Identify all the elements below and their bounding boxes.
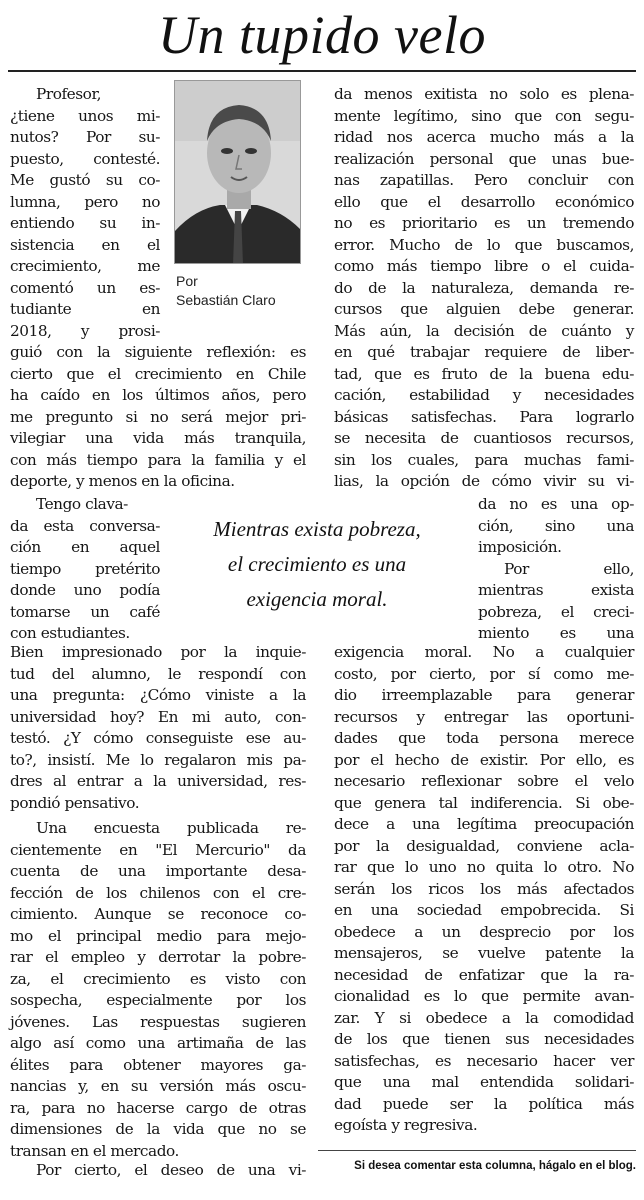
text-line: ra, para no hacerse cargo de otras bbox=[10, 1098, 306, 1117]
text-line: que una mal entendida solidari- bbox=[334, 1073, 634, 1091]
text-line: Por cierto, el deseo de una vi- bbox=[36, 1161, 306, 1179]
text-line: vilegiar una vida más tranquila, bbox=[10, 429, 306, 447]
text-line: da menos exitista no solo es plena- bbox=[334, 85, 634, 103]
text-line: exigencia moral. No a cualquier bbox=[334, 643, 634, 661]
footer-rule bbox=[318, 1150, 636, 1151]
text-line: cimiento. Aunque se reconoce co- bbox=[10, 905, 306, 923]
right-column-part-2 bbox=[334, 642, 634, 1137]
text-line: con más tiempo para la familia y el bbox=[10, 450, 306, 469]
article-title: Un tupido velo bbox=[158, 5, 486, 65]
text-line: dad puede ser la política más bbox=[334, 1094, 634, 1113]
text-line: sospecha, especialmente por los bbox=[10, 991, 306, 1009]
text-line: cientemente en "El Mercurio" da bbox=[10, 840, 306, 859]
text-line: cursos que alguien debe generar. bbox=[334, 300, 634, 318]
text-line: nutos? Por su- bbox=[10, 128, 160, 146]
text-line: deporte, y menos en la oficina. bbox=[10, 472, 235, 490]
text-line: costo, por cierto, por sí como me- bbox=[334, 664, 634, 683]
text-line: me pregunto si no será mejor pri- bbox=[10, 407, 306, 426]
text-line: fección de los chilenos con el cre- bbox=[10, 883, 306, 902]
text-line: da esta conversa- bbox=[10, 516, 160, 535]
text-line: Profesor, bbox=[36, 85, 102, 103]
blog-comment-note: Si desea comentar esta columna, hágalo en el blog. bbox=[354, 1160, 636, 1172]
text-line: ción en aquel bbox=[10, 538, 160, 556]
text-line: una pregunta: ¿Cómo viniste a la bbox=[10, 686, 306, 704]
text-line: nancias y, en su versión más oscu- bbox=[10, 1077, 306, 1095]
text-line: realización personal que unas bue- bbox=[334, 149, 634, 168]
text-line: error. Mucho de lo que buscamos, bbox=[334, 235, 634, 254]
text-line: tomarse un café bbox=[10, 602, 160, 621]
left-column-part-3 bbox=[10, 818, 306, 1162]
text-line: en qué trabajar requiere de liber- bbox=[334, 343, 634, 361]
text-line: lumna, pero no bbox=[10, 192, 160, 211]
text-line: tudiante en bbox=[10, 300, 160, 318]
text-line: recursos y entregar las oportuni- bbox=[334, 707, 634, 726]
author-portrait-image bbox=[175, 81, 301, 264]
text-line: egoísta y regresiva. bbox=[334, 1116, 478, 1134]
text-line: mo el principal medio para mejo- bbox=[10, 926, 306, 945]
text-line: dimensiones de la vida que no se bbox=[10, 1120, 306, 1138]
text-line: pobreza, el creci- bbox=[478, 602, 634, 621]
left-column-last-line bbox=[10, 1160, 306, 1182]
left-column-quote-side bbox=[10, 494, 160, 645]
text-line: ello que el desarrollo económico bbox=[334, 192, 634, 211]
text-line: ción, sino una bbox=[478, 516, 634, 535]
text-line: Bien impresionado por la inquie- bbox=[10, 643, 306, 661]
pull-quote-line: Mientras exista pobreza, bbox=[213, 517, 421, 541]
text-line: imposición. bbox=[478, 538, 562, 556]
byline-author: Sebastián Claro bbox=[176, 292, 276, 308]
text-line: nas zapatillas. Pero concluir con bbox=[334, 171, 634, 189]
text-line: comentó un es- bbox=[10, 278, 160, 297]
text-line: mente legítimo, sino que con segu- bbox=[334, 106, 634, 125]
text-line: rar el empleo y derrotar la pobre- bbox=[10, 948, 306, 966]
text-line: tud del alumno, le respondí con bbox=[10, 664, 306, 683]
text-line: puesto, contesté. bbox=[10, 149, 160, 168]
text-line: da no es una op- bbox=[478, 495, 634, 513]
text-line: transan en el mercado. bbox=[10, 1141, 179, 1160]
text-line: Más aún, la decisión de cuánto y bbox=[334, 321, 634, 340]
text-line: 2018, y prosi- bbox=[10, 321, 160, 340]
text-line: cuenta de una importante desa- bbox=[10, 862, 306, 880]
text-line: de los que tienen sus necesidades bbox=[334, 1030, 634, 1048]
text-line: algo así como una artimaña de las bbox=[10, 1034, 306, 1052]
text-line: dio irreemplazable para generar bbox=[334, 686, 634, 704]
text-line: crecimiento, me bbox=[10, 257, 160, 275]
text-line: jóvenes. Las respuestas sugieren bbox=[10, 1012, 306, 1031]
text-line: satisfechas, es necesario hacer ver bbox=[334, 1051, 634, 1070]
left-column-part-1 bbox=[10, 342, 306, 493]
text-line: sin los cuales, para muchas fami- bbox=[334, 450, 634, 469]
text-line: to?, insistí. Me lo regalaron mis pa- bbox=[10, 750, 306, 769]
text-line: tiempo pretérito bbox=[10, 559, 160, 578]
text-line: en una sociedad empobrecida. Si bbox=[334, 901, 634, 919]
right-column-part-1 bbox=[334, 84, 634, 493]
text-line: por el hecho de existir. Por ello, es bbox=[334, 750, 634, 769]
text-line: Tengo clava- bbox=[36, 495, 128, 513]
text-line: necesario reflexionar sobre el velo bbox=[334, 772, 634, 790]
text-line: do de la naturaleza, demanda re- bbox=[334, 278, 634, 297]
text-line: cionalidad es lo que permite avan- bbox=[334, 987, 634, 1005]
text-line: por la desigualdad, conviene acla- bbox=[334, 836, 634, 855]
byline-por: Por bbox=[176, 273, 198, 289]
text-line: dades que toda persona merece bbox=[334, 729, 634, 747]
text-line: dres al entrar a la universidad, res- bbox=[10, 772, 306, 790]
text-line: Una encuesta publicada re- bbox=[36, 819, 306, 837]
text-line: cierto que el crecimiento en Chile bbox=[10, 364, 306, 383]
text-line: zar. Y si obedece a la comodidad bbox=[334, 1008, 634, 1027]
text-line: cación, estabilidad y necesidades bbox=[334, 386, 634, 404]
pull-quote-line: exigencia moral. bbox=[246, 587, 388, 611]
text-line: guió con la siguiente reflexión: es bbox=[10, 343, 306, 361]
right-column-quote-side bbox=[478, 494, 634, 645]
left-column-narrow bbox=[10, 84, 160, 342]
text-line: tad, que es fruto de la buena edu- bbox=[334, 364, 634, 383]
text-line: entiendo su in- bbox=[10, 214, 160, 232]
pull-quote bbox=[172, 512, 462, 617]
text-line: como más tiempo libre o el cuida- bbox=[334, 257, 634, 275]
text-line: con estudiantes. bbox=[10, 624, 130, 642]
text-line: sistencia en el bbox=[10, 235, 160, 254]
text-line: obedece a un desprecio por los bbox=[334, 922, 634, 941]
text-line: Por ello, bbox=[504, 559, 634, 578]
text-line: que genera tal indiferencia. Si obe- bbox=[334, 793, 634, 812]
text-line: ridad nos acerca mucho más a la bbox=[334, 128, 634, 146]
text-line: donde uno podía bbox=[10, 581, 160, 599]
pull-quote-line: el crecimiento es una bbox=[227, 552, 407, 576]
title-rule bbox=[8, 70, 636, 72]
text-line: miento es una bbox=[478, 624, 634, 642]
text-line: dece a una legítima preocupación bbox=[334, 815, 634, 833]
author-photo bbox=[174, 80, 301, 264]
text-line: rar que lo uno no quita lo otro. No bbox=[334, 858, 634, 876]
author-photo-box bbox=[170, 80, 301, 316]
text-line: necesidad de enfatizar que la ra- bbox=[334, 965, 634, 984]
text-line: testó. ¿Y cómo conseguiste ese au- bbox=[10, 729, 306, 747]
left-column-part-2 bbox=[10, 642, 306, 814]
text-line: serán los ricos los más afectados bbox=[334, 879, 634, 898]
text-line: mientras exista bbox=[478, 581, 634, 599]
text-line: élites para obtener mayores ga- bbox=[10, 1055, 306, 1074]
text-line: lias, la opción de cómo vivir su vi- bbox=[334, 472, 634, 490]
text-line: se necesita de cuantiosos recursos, bbox=[334, 429, 634, 447]
text-line: ¿tiene unos mi- bbox=[10, 106, 160, 125]
text-line: no es prioritario es un tremendo bbox=[334, 214, 634, 232]
byline bbox=[176, 272, 301, 310]
text-line: ha caído en los últimos años, pero bbox=[10, 386, 306, 404]
text-line: mensajeros, se vuelve patente la bbox=[334, 944, 634, 962]
text-line: za, el crecimiento es visto con bbox=[10, 969, 306, 988]
text-line: pondió pensativo. bbox=[10, 793, 140, 812]
text-line: Me gustó su co- bbox=[10, 171, 160, 189]
text-line: básicas satisfechas. Para lograrlo bbox=[334, 407, 634, 426]
text-line: universidad hoy? En mi auto, con- bbox=[10, 707, 306, 726]
